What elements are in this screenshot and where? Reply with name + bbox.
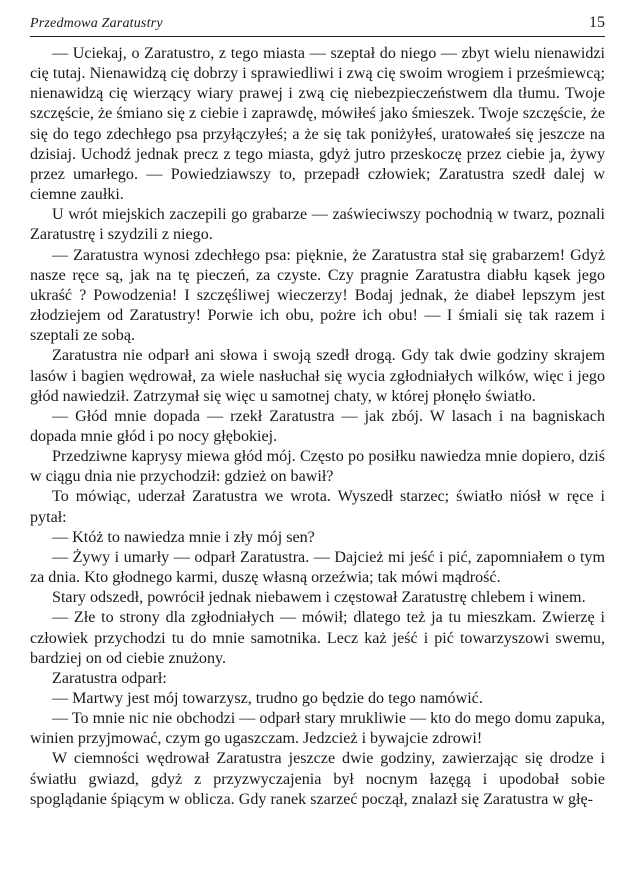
running-title: Przedmowa Zaratustry bbox=[30, 16, 163, 31]
paragraph: — Głód mnie dopada — rzekł Zaratustra — jak zbój. W lasach i na bagniskach dopada mnie głód i po nocy głębokiej. bbox=[30, 407, 605, 445]
page-number: 15 bbox=[589, 14, 605, 31]
running-head bbox=[30, 14, 605, 34]
header-rule bbox=[30, 36, 605, 37]
paragraph: — To mnie nic nie obchodzi — odparł stary mrukliwie — kto do mego domu zapuka, winien przyjmować, czym go ugaszczam. Jedzcież i bywajcie zdrowi! bbox=[30, 710, 605, 748]
paragraph: Zaratustra odparł: bbox=[52, 669, 167, 687]
book-page bbox=[30, 14, 605, 884]
paragraph: U wrót miejskich zaczepili go grabarze — zaświeciwszy pochodnią w twarz, poznali Zaratustrę i szydzili z niego. bbox=[30, 206, 605, 244]
paragraph: Przedziwne kaprysy miewa głód mój. Często po posiłku nawiedza mnie dopiero, dziś w ciągu dnia nie przychodził: gdzież on bawił? bbox=[30, 448, 605, 486]
paragraph: W ciemności wędrował Zaratustra jeszcze dwie godziny, zawierzając się drodze i światłu gwiazd, gdyż z przyzwyczajenia był nocnym łazęgą i upodobał sobie spoglądanie śpiącym w oblicza. Gdy ranek szarzeć począł, znalazł się Zaratustra w głę- bbox=[30, 750, 605, 808]
paragraph: Stary odszedł, powrócił jednak niebawem i częstował Zaratustrę chlebem i winem. bbox=[52, 589, 586, 607]
paragraph: Zaratustra nie odparł ani słowa i swoją szedł drogą. Gdy tak dwie godziny skrajem lasów i bagien wędrował, za wiele nasłuchał się wycia zgłodniałych wilków, więc i jego głód nawiedził. Zatrzymał się więc u samotnej chaty, w której płonęło światło. bbox=[30, 347, 605, 405]
paragraph: — Uciekaj, o Zaratustro, z tego miasta — szeptał do niego — zbyt wielu nienawidzi cię tutaj. Nienawidzą cię dobrzy i sprawiedliwi i zwą cię swoim wrogiem i prześmiewcą; nienawidzą cię wierzący wiary prawej i zwą cię niebezpieczeństwem dla tłumu. Twoje szczęście, że śmiano się z ciebie i zaprawdę, mówiłeś jako śmieszek. Twoje szczęście, że się do tego zdechłego psa przyłączyłeś; a że się tak poniżyłeś, uratowałeś się jeszcze na dzisiaj. Uchodź jednak precz z tego miasta, gdyż jutro przeskoczę przez ciebie ja, żywy przez umarłego. — Powiedziawszy to, przepadł człowiek; Zaratustra szedł dalej w ciemne zaułki. bbox=[30, 45, 605, 204]
paragraph: — Któż to nawiedza mnie i zły mój sen? bbox=[52, 528, 315, 546]
body-text bbox=[30, 44, 605, 810]
paragraph: To mówiąc, uderzał Zaratustra we wrota. Wyszedł starzec; światło niósł w ręce i pytał: bbox=[30, 488, 605, 526]
paragraph: — Żywy i umarły — odparł Zaratustra. — Dajcież mi jeść i pić, zapomniałem o tym za dnia. Kto głodnego karmi, duszę własną orzeźwia; tak mówi mądrość. bbox=[30, 548, 605, 587]
paragraph: — Martwy jest mój towarzysz, trudno go będzie do tego namówić. bbox=[52, 690, 483, 707]
paragraph: — Złe to strony dla zgłodniałych — mówił; dlatego też ja tu mieszkam. Zwierzę i człowiek przychodzi tu do mnie samotnika. Lecz każ jeść i pić towarzyszowi swemu, bardziej on od ciebie znużony. bbox=[30, 609, 605, 667]
paragraph: — Zaratustra wynosi zdechłego psa: pięknie, że Zaratustra stał się grabarzem! Gdyż nasze ręce są, jak na tę pieczeń, za czyste. Czy pragnie Zaratustra diabłu kąsek jego ukraść ? Powodzenia! I szczęśliwej wieczerzy! Bodaj jednak, że diabeł lepszym jest złodziejem od Zaratustry! Porwie ich obu, pożre ich obu! — I śmiali się tak razem i szeptali ze sobą. bbox=[30, 246, 605, 345]
